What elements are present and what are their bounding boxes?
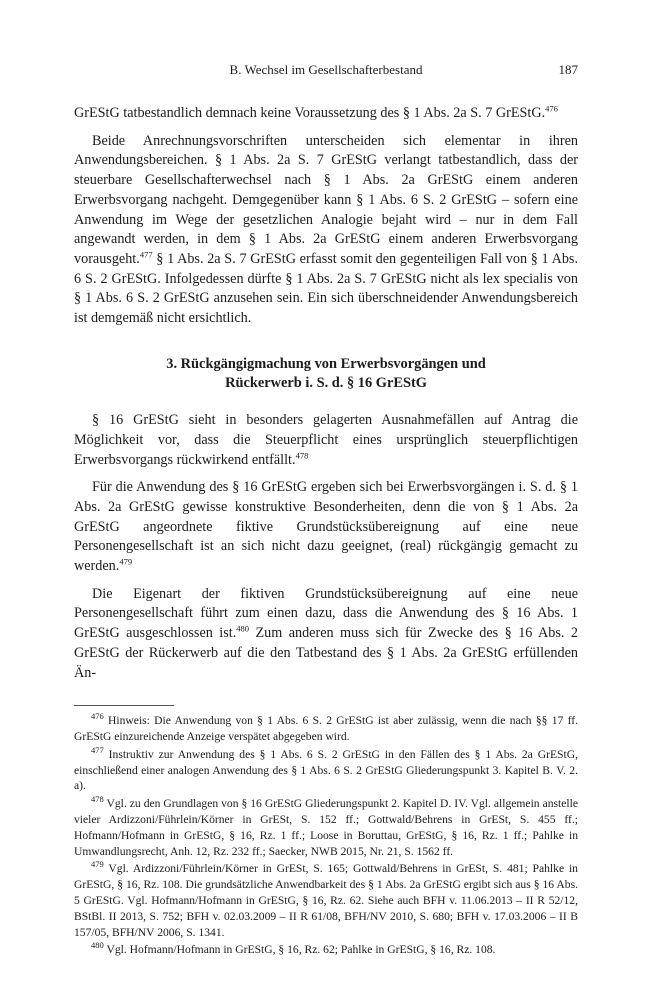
- footnote-ref: 476: [545, 103, 558, 114]
- paragraph: Beide Anrechnungsvorschriften unterscheiden sich elementar in ihren Anwendungsbereichen. § 1 Abs. 2a S. 7 GrEStG verlangt tatbestandlich, dass der steuerbare Gesellschafterwechsel nach § 1 Abs. 2a GrEStG einem anderen Erwerbsvorgang nachgeht. Demgegenüber kann § 1 Abs. 6 S. 2 GrEStG – sofern eine Anwendung im Wege der gesetzlichen Analogie bejaht wird – nur in dem Fall angewandt werden, in dem § 1 Abs. 2a GrEStG einem anderen Erwerbsvorgang vorausgeht.$^{477}$ § 1 Abs. 2a S. 7 GrEStG erfasst somit den gegenteiligen Fall von § 1 Abs. 6 S. 2 GrEStG. Infolgedessen dürfte § 1 Abs. 2a S. 7 GrEStG nicht als lex specialis von § 1 Abs. 6 S. 2 GrEStG anzusehen sein. Ein sich überschneidender Anwendungsbereich ist demgemäß nicht ersichtlich.: [74, 132, 578, 327]
- footnotes: [74, 713, 578, 958]
- footnote-number: 479: [91, 859, 104, 870]
- footnote: $^{476}$ Hinweis: Die Anwendung von § 1 Abs. 6 S. 2 GrEStG ist aber zulässig, wenn die nach §§ 17 ff. GrEStG einzureichende Anzeige verspätet abgegeben wird.: [74, 711, 578, 744]
- section-heading: [74, 355, 578, 394]
- footnote-ref: 478: [295, 449, 309, 460]
- running-header: [74, 62, 578, 84]
- section-heading-line: Rückerwerb i. S. d. § 16 GrEStG: [225, 375, 427, 392]
- footnote-number: 478: [91, 794, 104, 805]
- paragraph: GrEStG tatbestandlich demnach keine Voraussetzung des § 1 Abs. 2a S. 7 GrEStG.$^{476}$: [74, 103, 558, 121]
- footnote-ref: 477: [139, 249, 153, 260]
- footnote: $^{480}$ Vgl. Hofmann/Hofmann in GrEStG, § 16, Rz. 62; Pahlke in GrEStG, § 16, Rz. 108.: [91, 940, 496, 957]
- paragraph: § 16 GrEStG sieht in besonders gelagerten Ausnahmefällen auf Antrag die Möglichkeit vor, dass die Steuerpflicht eines ursprünglich steuerpflichtigen Erwerbsvorgangs rückwirkend entfällt.$^{478}$: [74, 412, 578, 468]
- footnote-ref: 479: [119, 556, 133, 567]
- footnote-number: 476: [91, 711, 104, 722]
- main-text: [74, 104, 578, 683]
- paragraph: Die Eigenart der fiktiven Grundstücksübereignung auf eine neue Personengesellschaft führt zum einen dazu, dass die Anwendung des § 16 Abs. 1 GrEStG ausgeschlossen ist.$^{480}$ Zum anderen muss sich für Zwecke des § 16 Abs. 2 GrEStG der Rückerwerb auf die den Tatbestand des § 1 Abs. 2a GrEStG erfüllenden Än-: [74, 585, 578, 681]
- footnote-number: 480: [91, 940, 104, 951]
- book-page: [74, 62, 578, 960]
- footnote-separator: [74, 705, 174, 706]
- section-heading-line: 3. Rückgängigmachung von Erwerbsvorgängen und: [166, 355, 486, 372]
- footnote: $^{478}$ Vgl. zu den Grundlagen von § 16 GrEStG Gliederungspunkt 2. Kapitel D. IV. Vgl. allgemein anstelle vieler Ardizzoni/Führlein/Körner in GrESt, S. 152 ff.; Gottwald/Behrens in GrESt, S. 455 ff.; Hofmann/Hofmann in GrEStG, § 16, Rz. 1 ff.; Loose in Boruttau, GrEStG, § 16, Rz. 1 ff.; Pahlke in Umwandlungsrecht, Anh. 12, Rz. 232 ff.; Saecker, NWB 2015, Nr. 21, S. 1562 ff.: [74, 794, 578, 858]
- running-title: B. Wechsel im Gesellschafterbestand: [229, 62, 423, 77]
- page-number: 187: [558, 62, 578, 77]
- paragraph: Für die Anwendung des § 16 GrEStG ergeben sich bei Erwerbsvorgängen i. S. d. § 1 Abs. 2a GrEStG gewisse konstruktive Besonderheiten, denn die von § 1 Abs. 2a GrEStG angeordnete fiktive Grundstücksübereignung auf eine neue Personengesellschaft ist an sich nicht dazu geeignet, (real) rückgängig gemacht zu werden.$^{479}$: [74, 479, 578, 575]
- footnote-number: 477: [91, 745, 104, 756]
- footnote-ref: 480: [236, 623, 249, 634]
- footnote: $^{479}$ Vgl. Ardizzoni/Führlein/Körner in GrESt, S. 165; Gottwald/Behrens in GrESt, S. 481; Pahlke in GrEStG, § 16, Rz. 108. Die grundsätzliche Anwendbarkeit des § 1 Abs. 2a GrEStG ergibt sich aus § 16 Abs. 5 GrEStG. Vgl. Hofmann/Hofmann in GrEStG, § 16, Rz. 62. Siehe auch BFH v. 11.06.2013 – II R 52/12, BStBl. II 2013, S. 752; BFH v. 02.03.2009 – II R 61/08, BFH/NV 2010, S. 680; BFH v. 17.03.2006 – II B 157/05, BFH/NV 2006, S. 1341.: [74, 859, 578, 939]
- footnote: $^{477}$ Instruktiv zur Anwendung des § 1 Abs. 6 S. 2 GrEStG in den Fällen des § 1 Abs. 2a GrEStG, einschließend einer analogen Anwendung des § 1 Abs. 6 S. 2 GrEStG Gliederungspunkt 3. Kapitel B. V. 2. a).: [74, 745, 578, 793]
